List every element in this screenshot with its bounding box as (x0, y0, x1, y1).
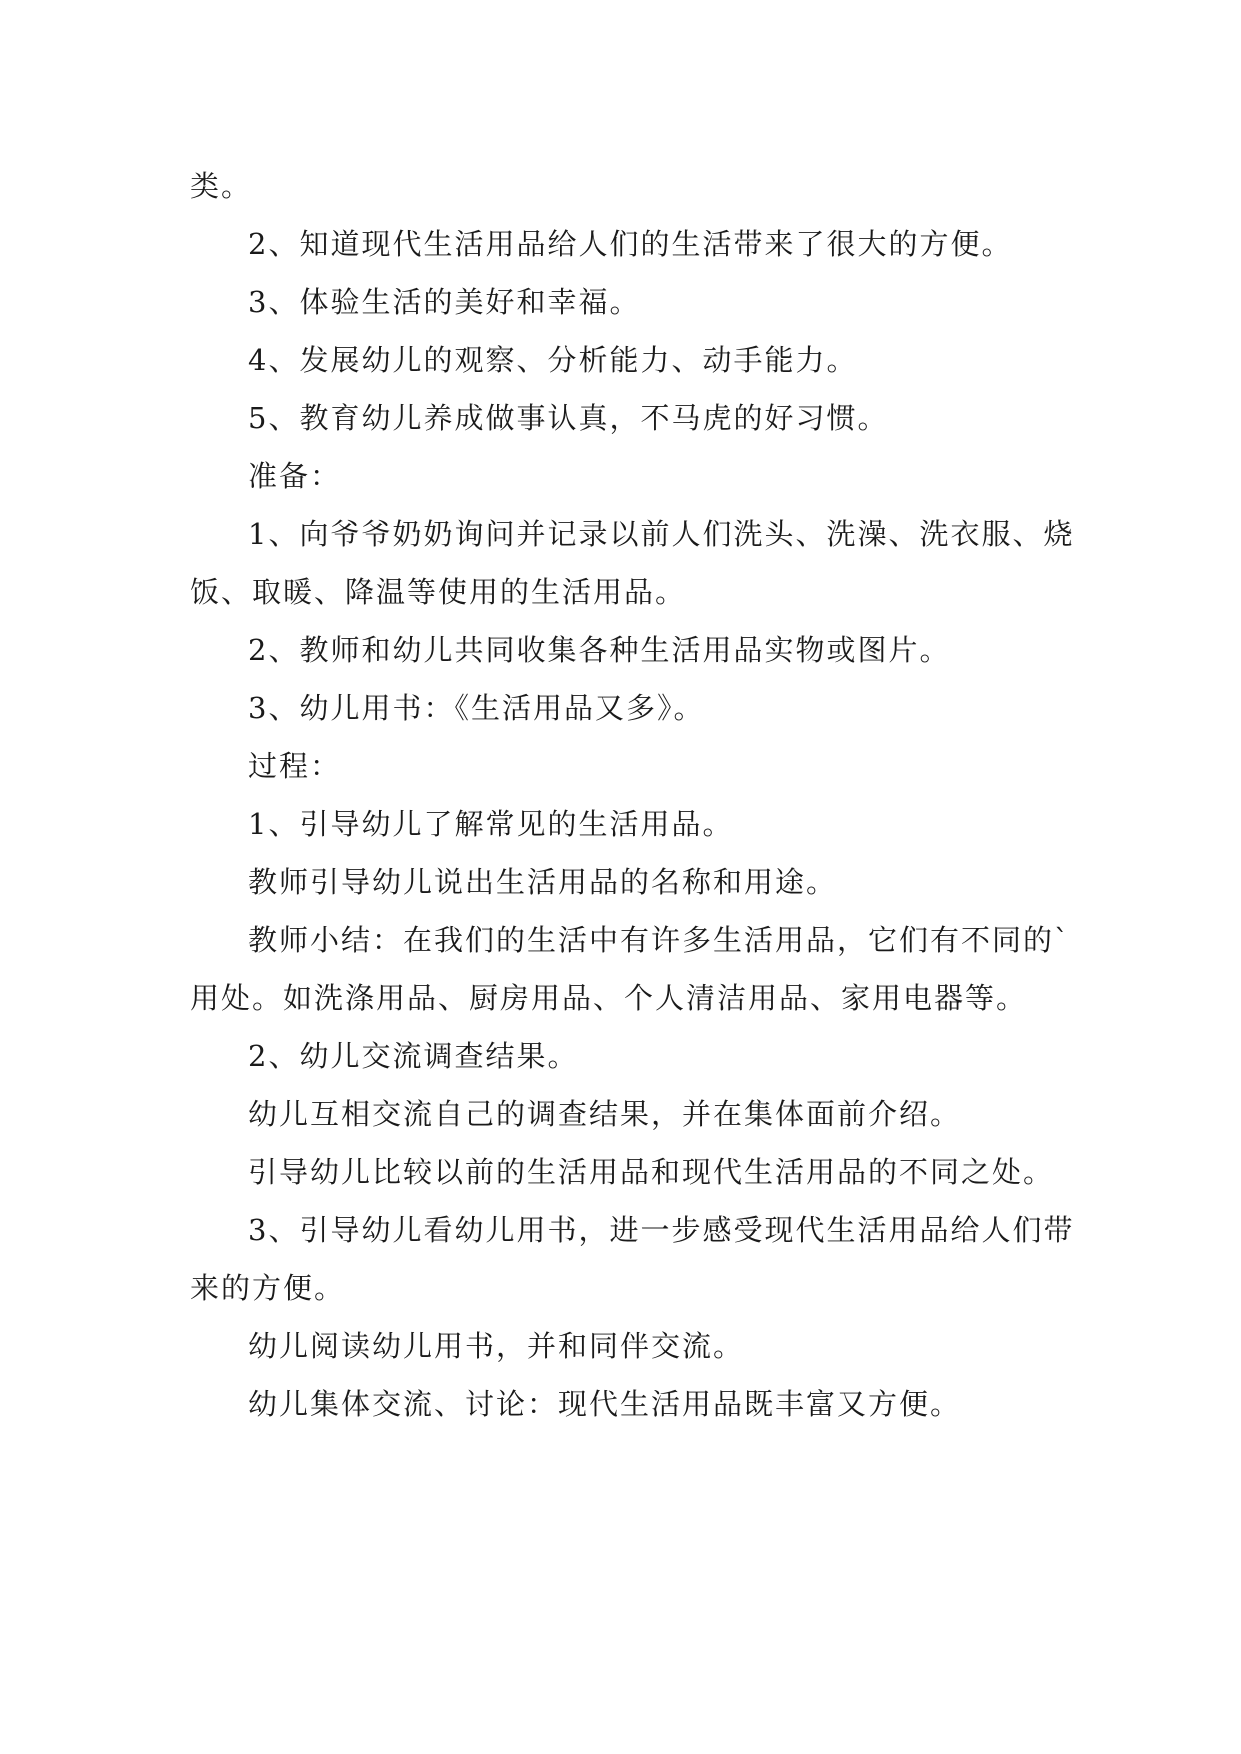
document-body (190, 157, 1090, 1433)
process-step-1-summary: 教师小结：在我们的生活中有许多生活用品，它们有不同的`用处。如洗涤用品、厨房用品、个人清洁用品、家用电器等。 (190, 923, 1071, 1015)
objective-item-3: 3、体验生活的美好和幸福。 (248, 285, 641, 319)
process-step-2-detail: 幼儿互相交流自己的调查结果，并在集体面前介绍。 (248, 1097, 962, 1131)
preparation-item-1: 1、向爷爷奶奶询问并记录以前人们洗头、洗澡、洗衣服、烧饭、取暖、降温等使用的生活用品。 (190, 517, 1075, 609)
objective-item-2: 2、知道现代生活用品给人们的生活带来了很大的方便。 (248, 227, 1013, 261)
paragraph-continuation: 类。 (190, 169, 253, 203)
objective-item-4: 4、发展幼儿的观察、分析能力、动手能力。 (248, 343, 858, 377)
section-heading-preparation: 准备： (248, 459, 342, 493)
preparation-item-2: 2、教师和幼儿共同收集各种生活用品实物或图片。 (248, 633, 951, 667)
process-step-2-compare: 引导幼儿比较以前的生活用品和现代生活用品的不同之处。 (248, 1155, 1055, 1189)
process-step-3-detail: 幼儿阅读幼儿用书，并和同伴交流。 (248, 1329, 745, 1363)
process-step-2: 2、幼儿交流调查结果。 (248, 1039, 579, 1073)
objective-item-5: 5、教育幼儿养成做事认真，不马虎的好习惯。 (248, 401, 889, 435)
process-step-1: 1、引导幼儿了解常见的生活用品。 (248, 807, 734, 841)
preparation-item-3: 3、幼儿用书：《生活用品又多》。 (248, 691, 705, 725)
process-step-3-discussion: 幼儿集体交流、讨论：现代生活用品既丰富又方便。 (248, 1387, 962, 1421)
section-heading-process: 过程： (248, 749, 342, 783)
process-step-3: 3、引导幼儿看幼儿用书，进一步感受现代生活用品给人们带来的方便。 (190, 1213, 1075, 1305)
process-step-1-detail: 教师引导幼儿说出生活用品的名称和用途。 (248, 865, 838, 899)
